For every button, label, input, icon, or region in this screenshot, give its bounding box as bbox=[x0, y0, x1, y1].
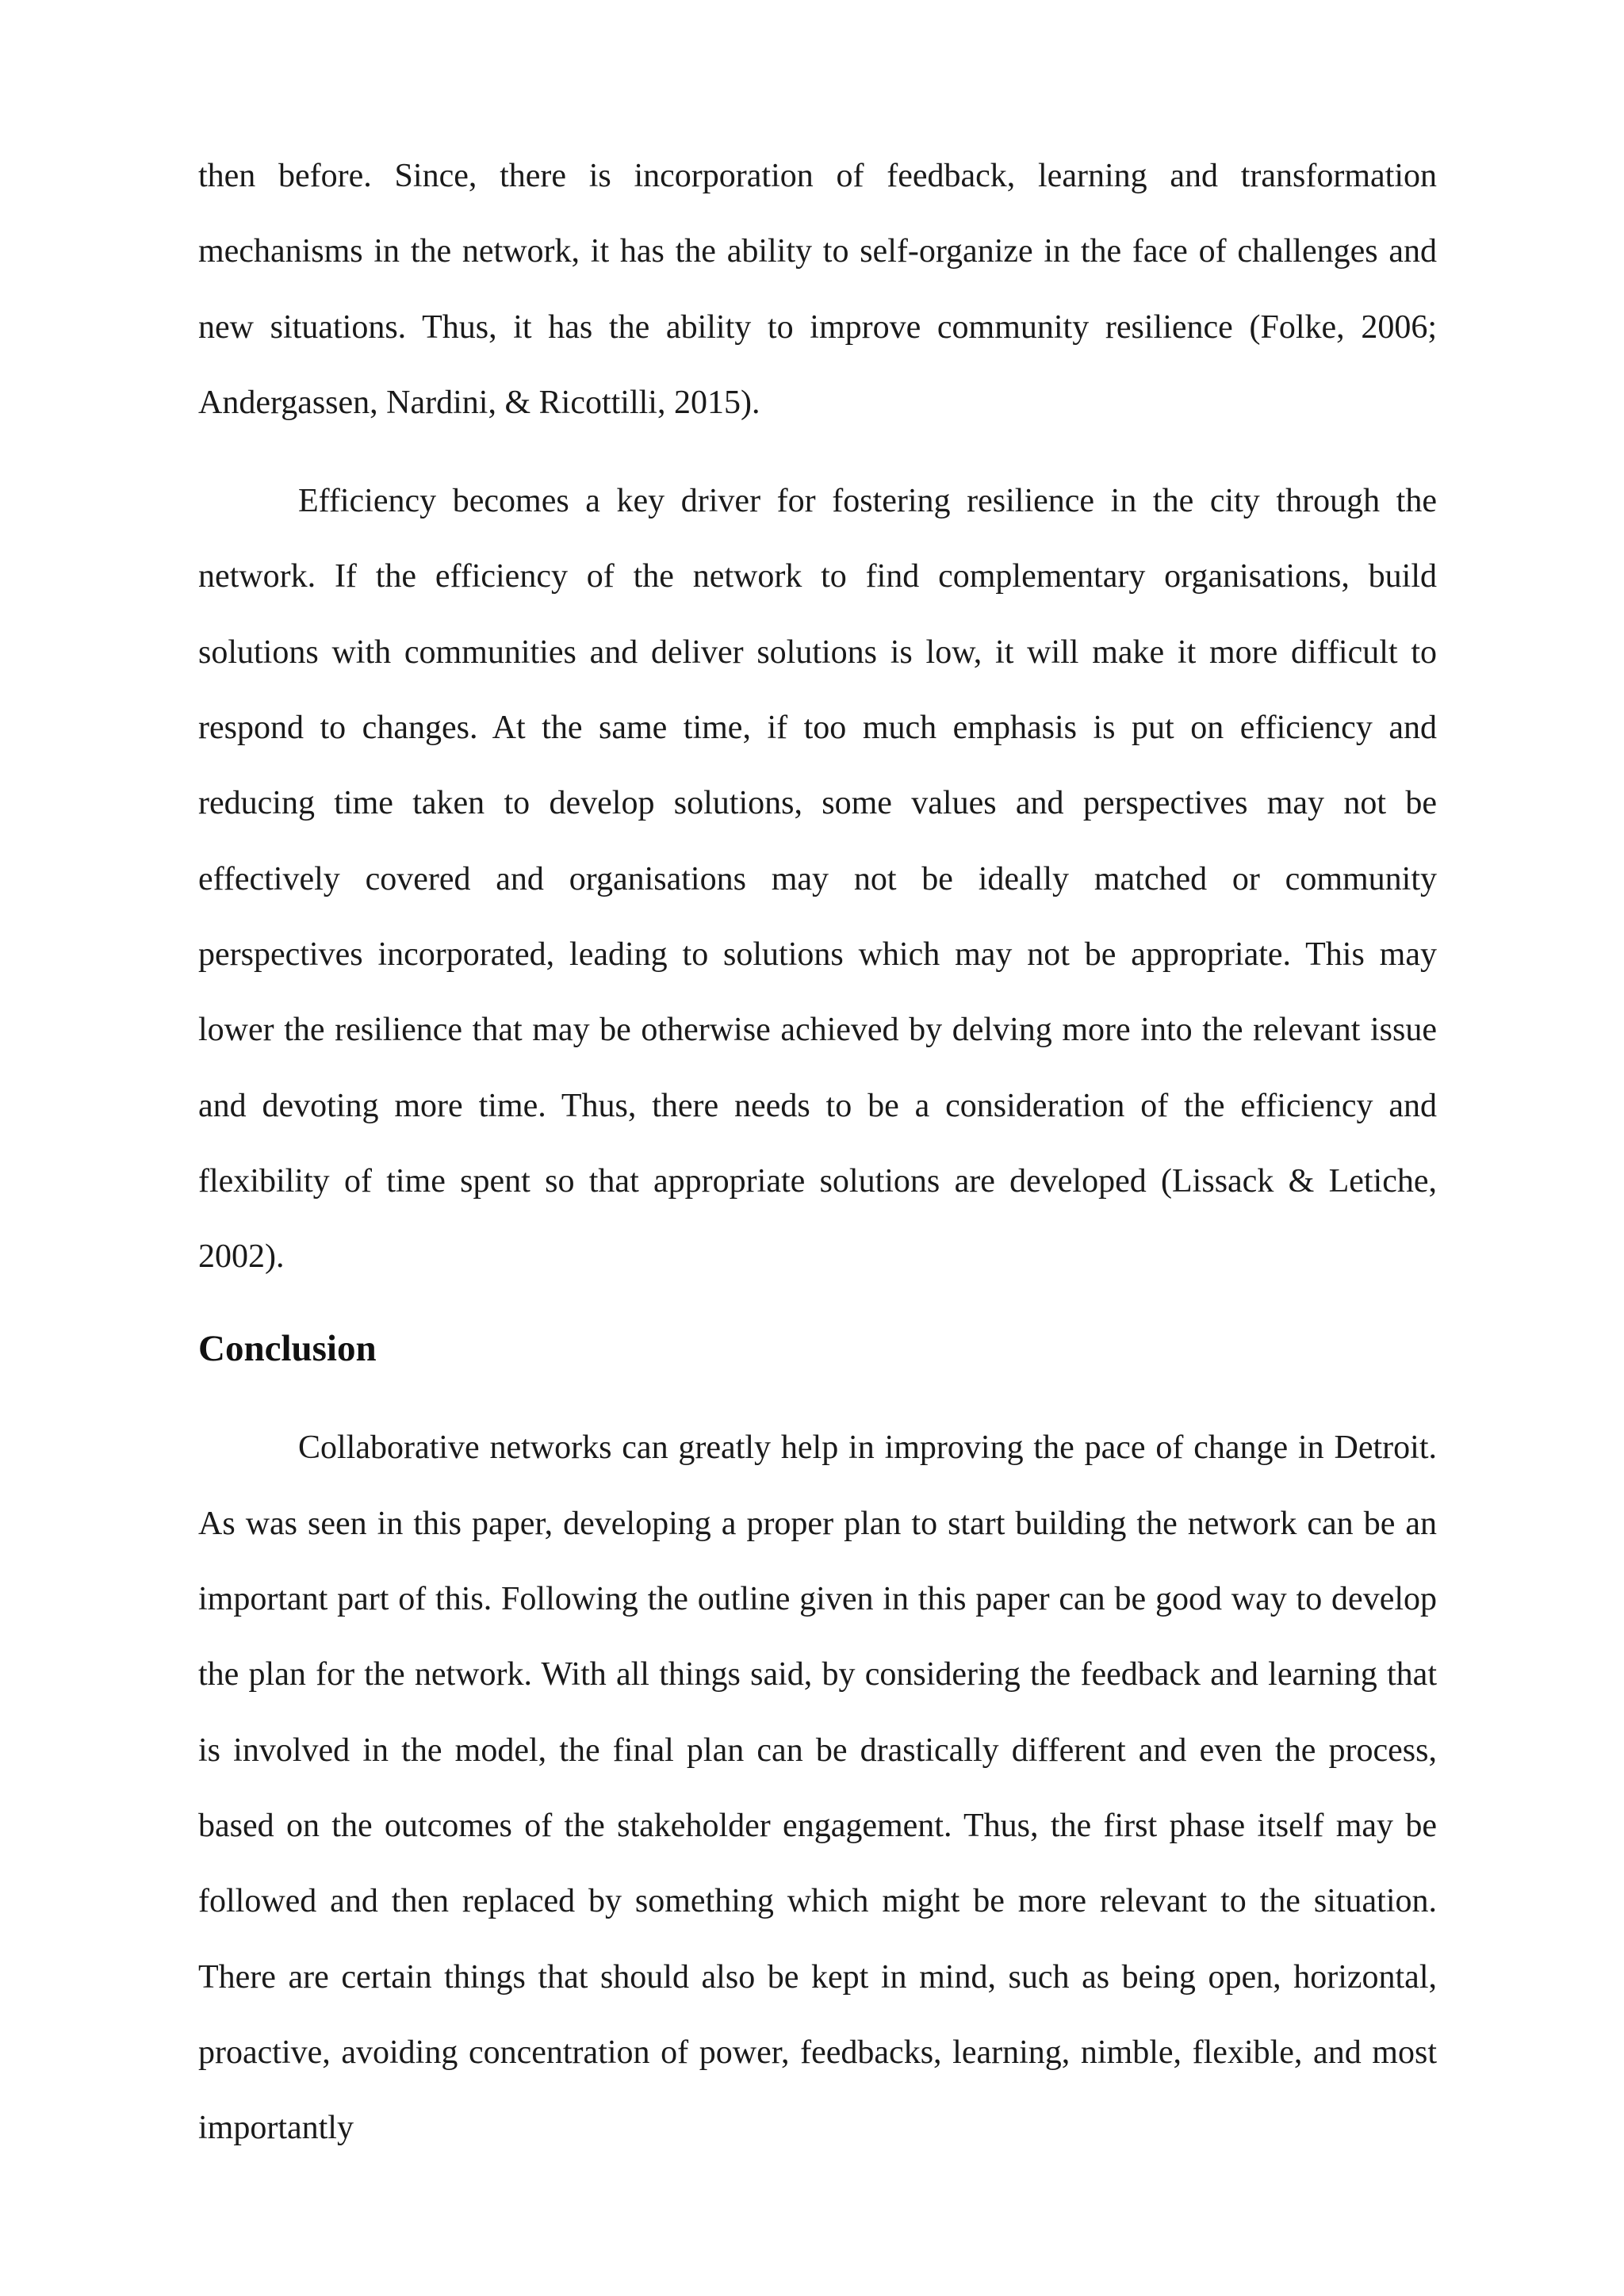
paragraph-conclusion: Collaborative networks can greatly help in improving the pace of change in Detroit. As was seen in this paper, developing a proper plan to start building the network can be an important part of this. Following the outline given in this paper can be good way to develop the plan for the network. With all things said, by considering the feedback and learning that is involved in the model, the final plan can be drastically different and even the process, based on the outcomes of the stakeholder engagement. Thus, the first phase itself may be followed and then replaced by something which might be more relevant to the situation. There are certain things that should also be kept in mind, such as being open, horizontal, proactive, avoiding concentration of power, feedbacks, learning, nimble, flexible, and most importantly bbox=[198, 1429, 1437, 2147]
document-page bbox=[198, 158, 1437, 2166]
paragraph-continuation: then before. Since, there is incorporation of feedback, learning and transformation mechanisms in the network, it has the ability to self-organize in the face of challenges and new situations. Thus, it has the ability to improve community resilience (Folke, 2006; Andergassen, Nardini, & Ricottilli, 2015). bbox=[198, 158, 1437, 421]
section-heading-conclusion: Conclusion bbox=[198, 1328, 377, 1370]
paragraph-efficiency: Efficiency becomes a key driver for fostering resilience in the city through the network. If the efficiency of the network to find complementary organisations, build solutions with communities and deliver solutions is low, it will make it more difficult to respond to changes. At the same time, if too much emphasis is put on efficiency and reducing time taken to develop solutions, some values and perspectives may not be effectively covered and organisations may not be ideally matched or community perspectives incorporated, leading to solutions which may not be appropriate. This may lower the resilience that may be otherwise achieved by delving more into the relevant issue and devoting more time. Thus, there needs to be a consideration of the efficiency and flexibility of time spent so that appropriate solutions are developed (Lissack & Letiche, 2002). bbox=[198, 483, 1437, 1276]
